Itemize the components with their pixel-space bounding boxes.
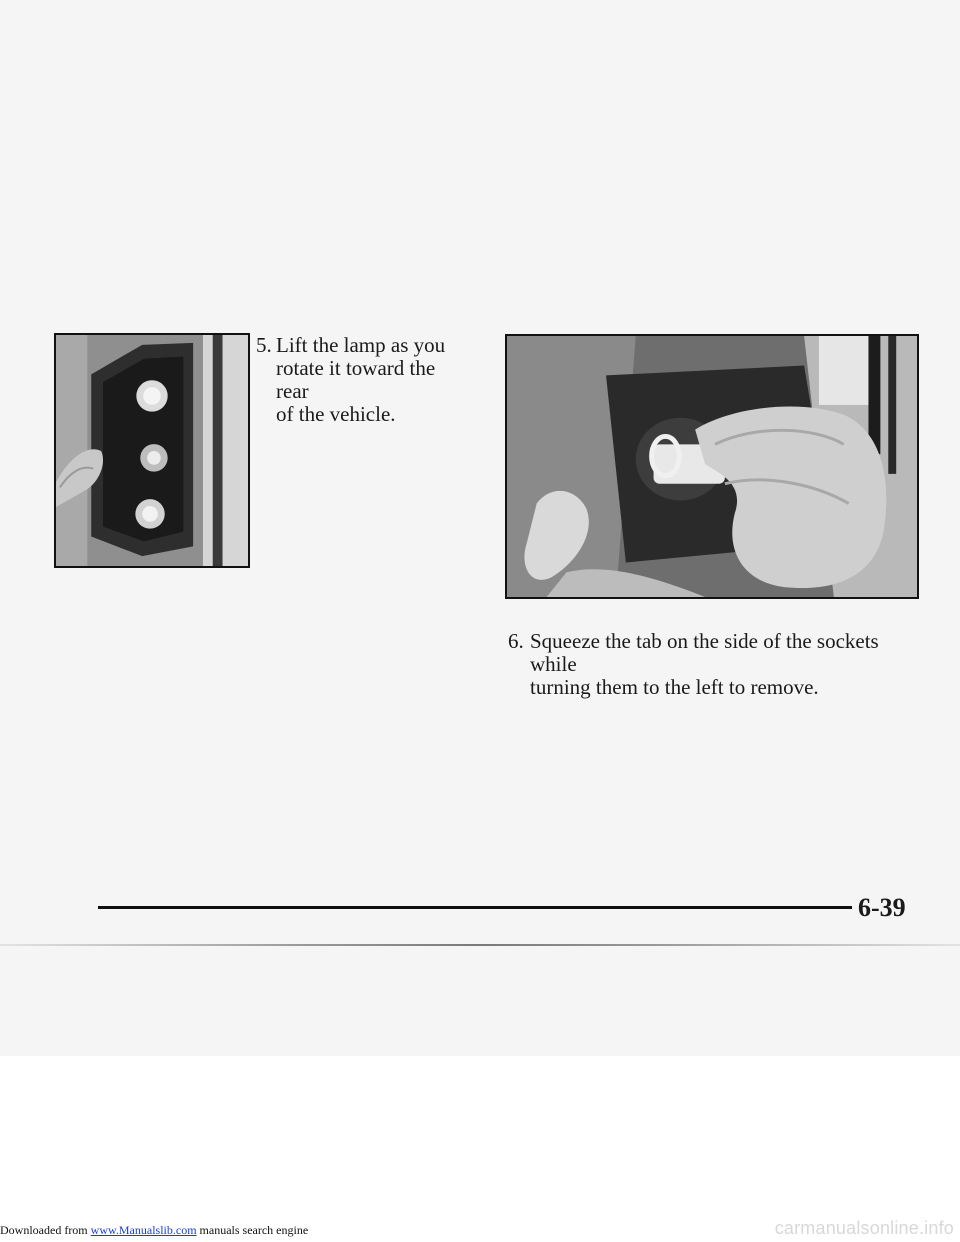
step-line: Squeeze the tab on the side of the sockets while bbox=[530, 629, 879, 676]
watermark: carmanualsonline.info bbox=[774, 1218, 954, 1238]
step-line: Lift the lamp as you bbox=[276, 333, 446, 357]
step-number: 5. bbox=[256, 333, 272, 357]
footer-prefix: Downloaded from bbox=[0, 1223, 91, 1237]
step-line: rotate it toward the rear bbox=[276, 356, 436, 403]
step-line: turning them to the left to remove. bbox=[530, 675, 819, 699]
footer-suffix: manuals search engine bbox=[196, 1223, 309, 1237]
step-line: of the vehicle. bbox=[276, 402, 396, 426]
download-footer bbox=[0, 1223, 308, 1238]
footer-rule bbox=[98, 906, 852, 909]
socket-removal-photo bbox=[505, 334, 919, 599]
step-number: 6. bbox=[508, 629, 524, 653]
tail-lamp-photo bbox=[54, 333, 250, 568]
manualslib-link[interactable]: www.Manualslib.com bbox=[90, 1223, 197, 1237]
divider bbox=[0, 944, 960, 946]
page-number: 6-39 bbox=[858, 893, 906, 922]
